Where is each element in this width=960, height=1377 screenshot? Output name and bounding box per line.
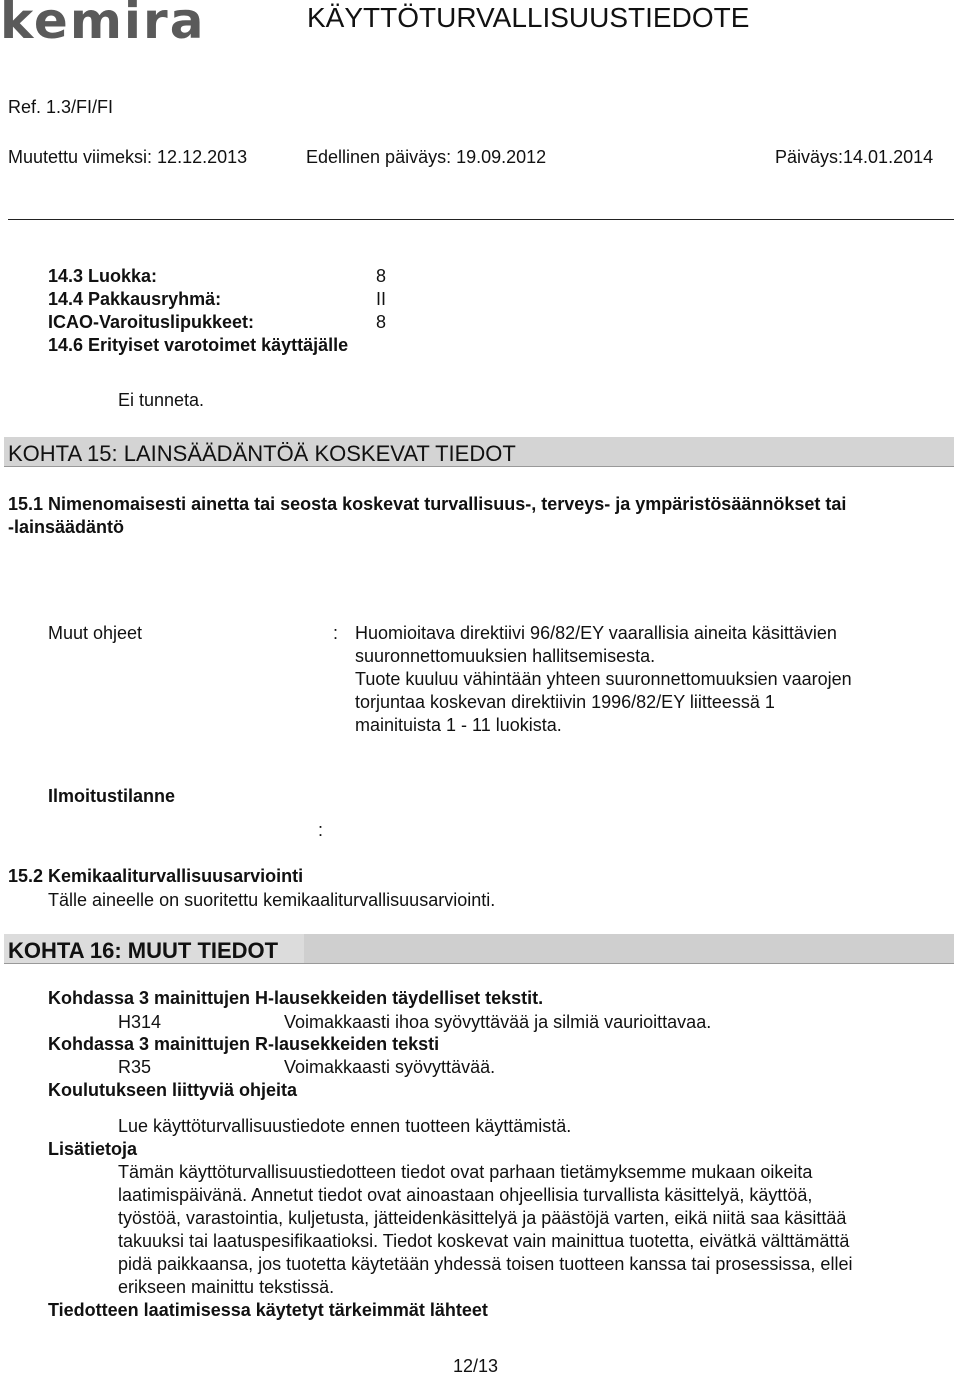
h-statement-code: H314 (118, 1012, 162, 1032)
sources-title: Tiedotteen laatimisessa käytetyt tärkeimmät lähteet (48, 1300, 488, 1320)
other-instructions-line-1: Huomioitava direktiivi 96/82/EY vaarallisia aineita käsittävien (355, 623, 837, 643)
other-instructions-colon: : (333, 623, 339, 643)
training-title: Koulutukseen liittyviä ohjeita (48, 1080, 298, 1100)
subsection-15-2-text: Tälle aineelle on suoritettu kemikaaliturvallisuusarviointi. (48, 890, 496, 910)
other-instructions-line-2: suuronnettomuuksien hallitsemisesta. (355, 646, 656, 666)
additional-info-line-3: työstöä, varastointia, kuljetusta, jätteidenkäsittelyä ja päästöjä varten, eikä niitä saa käsittää (118, 1208, 847, 1228)
special-precautions-value: Ei tunneta. (118, 390, 205, 410)
icao-value: 8 (376, 312, 387, 332)
section-16-title: KOHTA 16: MUUT TIEDOT (8, 938, 279, 963)
h-statements-title: Kohdassa 3 mainittujen H-lausekkeiden täydelliset tekstit. (48, 988, 544, 1008)
company-logo: kemira (0, 0, 206, 50)
packing-group-value: II (376, 289, 387, 309)
packing-group-label: 14.4 Pakkausryhmä: (48, 289, 222, 309)
header-divider (8, 219, 954, 220)
subsection-15-1-title-line1: 15.1 Nimenomaisesti ainetta tai seosta koskevat turvallisuus-, terveys- ja ympäristösäännökset tai (8, 494, 847, 514)
additional-info-line-2: laatimispäivänä. Annetut tiedot ovat ainoastaan ohjeellisia turvallista käsittelyä, käyttöä, (118, 1185, 813, 1205)
modified-date: Muutettu viimeksi: 12.12.2013 (8, 147, 248, 167)
issue-date: Päiväys:14.01.2014 (775, 147, 934, 167)
r-phrases-title: Kohdassa 3 mainittujen R-lausekkeiden teksti (48, 1034, 440, 1054)
section-15-heading (4, 437, 954, 467)
additional-info-title: Lisätietoja (48, 1139, 138, 1159)
other-instructions-label: Muut ohjeet (48, 623, 143, 643)
special-precautions-label: 14.6 Erityiset varotoimet käyttäjälle (48, 335, 349, 355)
training-text: Lue käyttöturvallisuustiedote ennen tuotteen käyttämistä. (118, 1116, 572, 1136)
reference-number: Ref. 1.3/FI/FI (8, 97, 114, 117)
additional-info-line-1: Tämän käyttöturvallisuustiedotteen tiedot ovat parhaan tietämyksemme mukaan oikeita (118, 1162, 813, 1182)
subsection-15-1-title-line2: -lainsäädäntö (8, 517, 125, 537)
notification-status-label: Ilmoitustilanne (48, 786, 176, 806)
additional-info-line-4: takuuksi tai laatuspesifikaatioksi. Tiedot koskevat vain mainittua tuotetta, eivätkä välttämättä (118, 1231, 850, 1251)
subsection-15-2-title: 15.2 Kemikaaliturvallisuusarviointi (8, 866, 304, 886)
h-statement-text: Voimakkaasti ihoa syövyttävää ja silmiä vaurioittavaa. (284, 1012, 712, 1032)
page-number: 12/13 (453, 1356, 499, 1376)
section-15-title: KOHTA 15: LAINSÄÄDÄNTÖÄ KOSKEVAT TIEDOT (8, 441, 516, 466)
other-instructions-line-4: torjuntaa koskevan direktiivin 1996/82/EY liitteessä 1 (355, 692, 775, 712)
notification-status-colon: : (318, 820, 324, 840)
class-label: 14.3 Luokka: (48, 266, 158, 286)
icao-label: ICAO-Varoituslipukkeet: (48, 312, 255, 332)
additional-info-line-5: pidä paikkaansa, jos tuotetta käytetään yhdessä toisen tuotteen kanssa tai prosessissa, ellei (118, 1254, 853, 1274)
section-16-heading (4, 934, 954, 964)
document-title: KÄYTTÖTURVALLISUUSTIEDOTE (307, 2, 750, 33)
other-instructions-line-3: Tuote kuuluu vähintään yhteen suuronnettomuuksien vaarojen (355, 669, 852, 689)
r-phrase-text: Voimakkaasti syövyttävää. (284, 1057, 496, 1077)
previous-date: Edellinen päiväys: 19.09.2012 (306, 147, 547, 167)
r-phrase-code: R35 (118, 1057, 152, 1077)
additional-info-line-6: erikseen mainittu tekstissä. (118, 1277, 335, 1297)
other-instructions-line-5: mainituista 1 - 11 luokista. (355, 715, 562, 735)
class-value: 8 (376, 266, 387, 286)
